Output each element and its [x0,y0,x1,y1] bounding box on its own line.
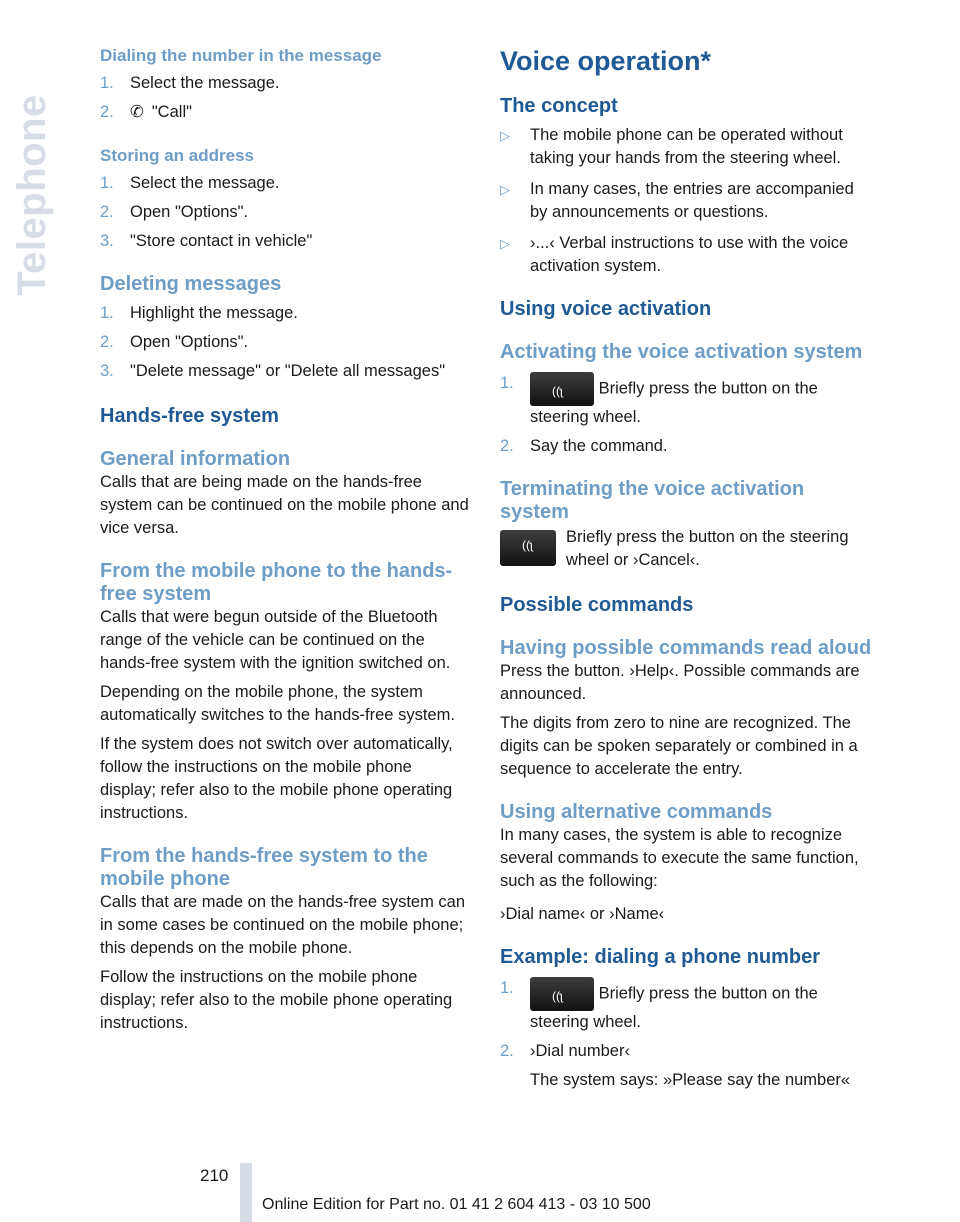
hands-free-heading: Hands-free system [100,405,279,427]
list-item: 2. Open "Options". [100,333,249,351]
page-number: 210 [200,1166,229,1185]
online-edition-text: Online Edition for Part no. 01 41 2 604 413 - 03 10 500 [262,1196,651,1213]
paragraph: Calls that are made on the hands-free system can in some cases be continued on the mobile phone; this depends on the mobile phone. [100,893,466,957]
possible-heading: Possible commands [500,594,694,616]
side-section-title: Telephone [10,94,54,296]
activating-heading: Activating the voice activation system [500,341,863,363]
triangle-bullet-icon: ▷ [500,182,510,197]
footer-bar [240,1163,252,1222]
list-item: 3. "Delete message" or "Delete all messages" [100,362,446,380]
paragraph: Depending on the mobile phone, the system automatically switches to the hands-free system. [100,683,455,724]
triangle-bullet-icon: ▷ [500,236,510,251]
paragraph: Calls that were begun outside of the Bluetooth range of the vehicle can be continued on the hands-free system with the ignition switched on. [100,608,451,672]
terminating-text: Briefly press the button on the steering wheel or ›Cancel‹. [566,528,849,569]
using-heading: Using voice activation [500,298,712,320]
paragraph: The digits from zero to nine are recognized. The digits can be spoken separately or combined in a sequence to accelerate the entry. [500,714,858,778]
left-column [100,46,470,1035]
paragraph: In many cases, the system is able to recognize several commands to execute the same function, such as the following: [500,826,859,890]
alternative-heading: Using alternative commands [500,801,773,823]
list-item: 2. ✆ "Call" [100,101,470,124]
dial-heading: Dialing the number in the message [100,46,382,65]
list-item: ▷ The mobile phone can be operated without taking your hands from the steering wheel. [500,124,875,170]
list-item: ▷ ›...‹ Verbal instructions to use with the voice activation system. [500,232,875,278]
voice-button-icon: ((ʅ [530,977,594,1011]
list-item: 1. Select the message. [100,174,280,192]
list-item: 3. "Store contact in vehicle" [100,232,313,250]
list-item: 1. Select the message. [100,74,280,92]
store-heading: Storing an address [100,146,254,165]
list-item: 1. Highlight the message. [100,304,298,322]
voice-button-icon: ((ʅ [500,530,556,566]
readaloud-heading: Having possible commands read aloud [500,637,872,659]
triangle-bullet-icon: ▷ [500,128,510,143]
terminating-heading: Terminating the voice activation system [500,478,805,523]
paragraph: If the system does not switch over automatically, follow the instructions on the mobile phone display; refer also to the mobile phone operating instructions. [100,735,453,822]
list-item: 2. Open "Options". [100,203,249,221]
paragraph: ›Dial name‹ or ›Name‹ [500,905,665,923]
list-item: 2. ›Dial number‹ [500,1042,630,1060]
mobile-to-handsfree-heading: From the mobile phone to the hands-free system [100,560,453,605]
list-item: The system says: »Please say the number« [530,1071,851,1089]
page-title: Voice operation* [500,46,712,76]
list-item: 1. ((ʅ Briefly press the button on the steering wheel. [500,374,818,426]
delete-heading: Deleting messages [100,273,282,295]
voice-button-icon: ((ʅ [530,372,594,406]
example-heading: Example: dialing a phone number [500,946,821,968]
list-item: 2. Say the command. [500,437,668,455]
phone-icon: ✆ [130,103,144,121]
list-item: 1. ((ʅ Briefly press the button on the steering wheel. [500,979,818,1031]
general-info-heading: General information [100,448,291,470]
paragraph: Follow the instructions on the mobile phone display; refer also to the mobile phone operating instructions. [100,968,453,1032]
handsfree-to-mobile-heading: From the hands-free system to the mobile phone [100,845,428,890]
general-info-text: Calls that are being made on the hands-free system can be continued on the mobile phone and vice versa. [100,473,469,537]
right-column [500,46,875,1092]
paragraph: Press the button. ›Help‹. Possible commands are announced. [500,662,860,703]
concept-heading: The concept [500,95,618,117]
list-item: ▷ In many cases, the entries are accompanied by announcements or questions. [500,178,875,224]
